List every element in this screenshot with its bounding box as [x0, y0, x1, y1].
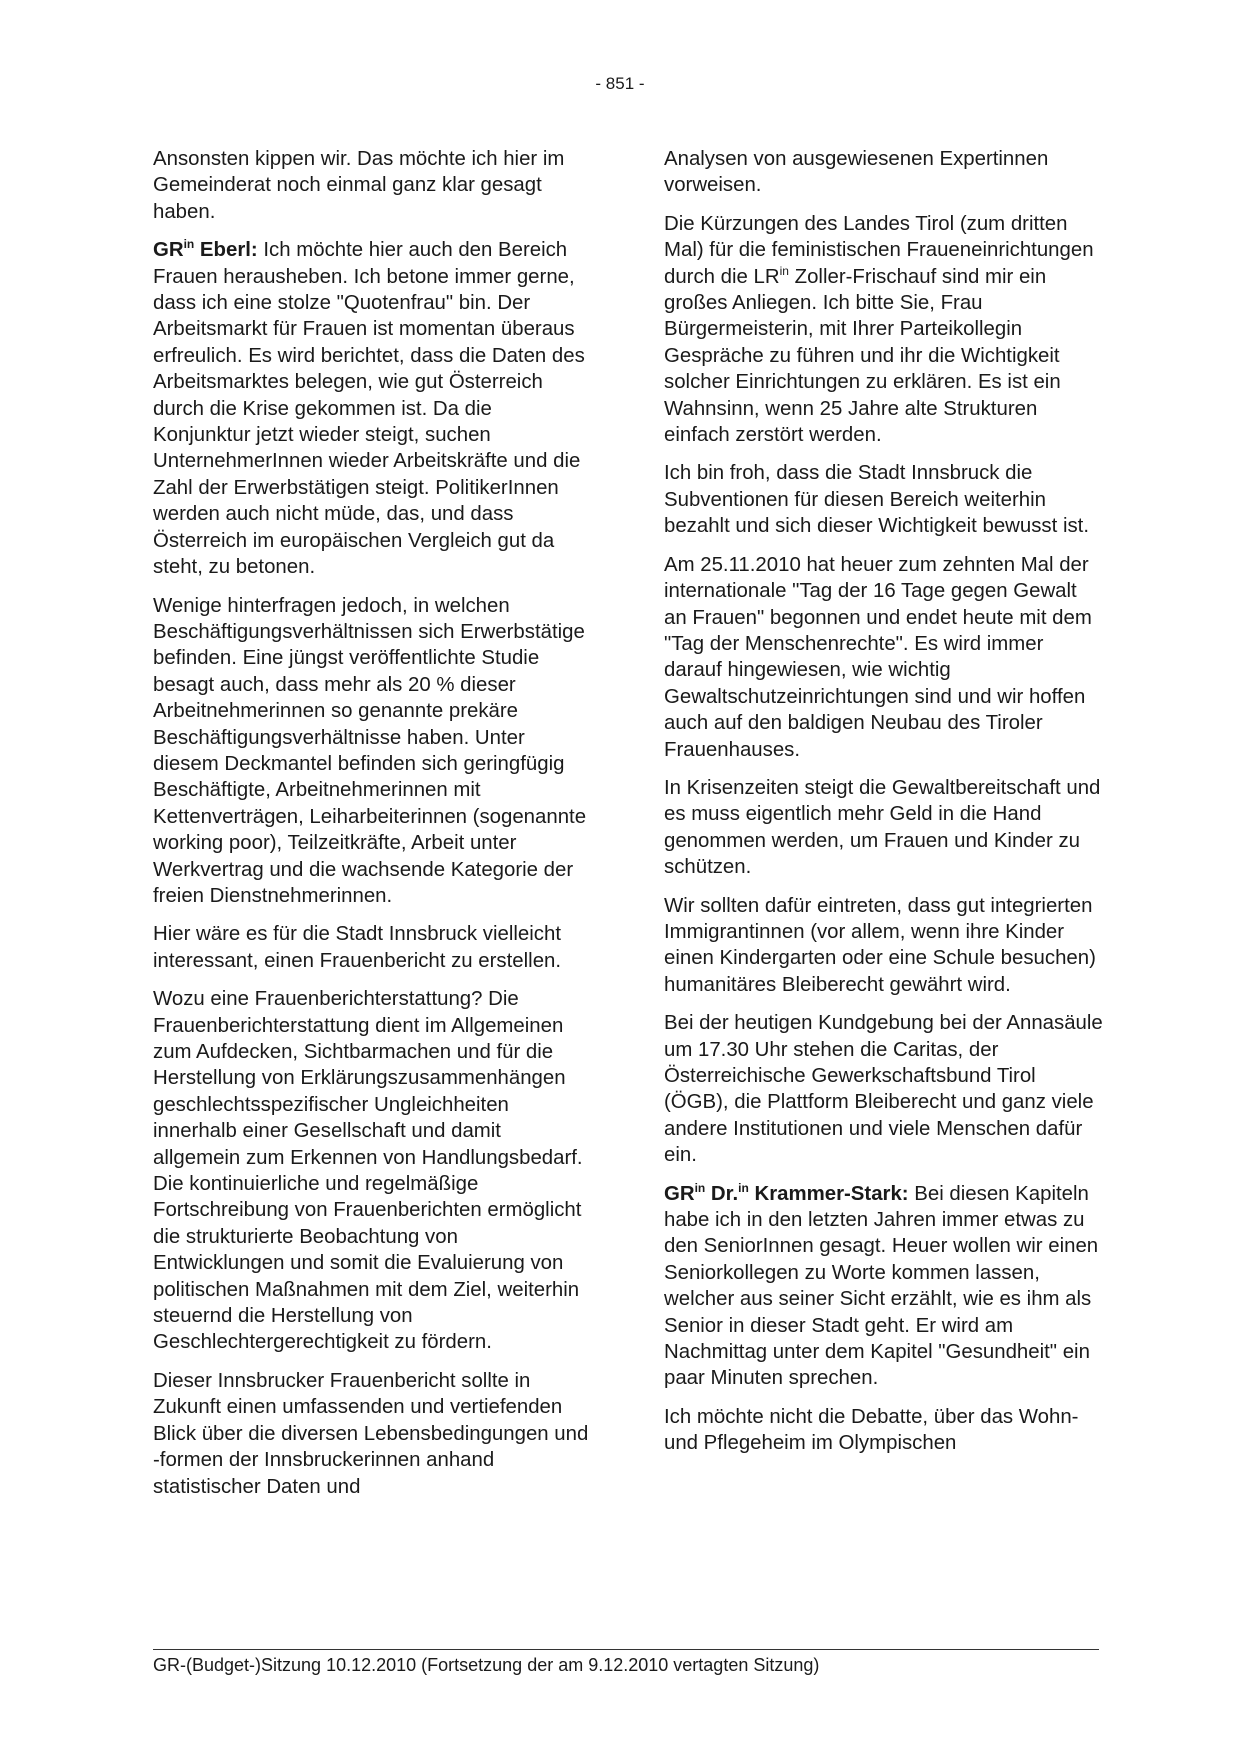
paragraph: Die Kürzungen des Landes Tirol (zum dritten Mal) für die feministischen Fraueneinrichtungen durch die $LR^{in}$ Zoller-Frischauf sind mir ein großes Anliegen. Ich bitte Sie, Frau Bürgermeisterin, mit Ihrer Parteikollegin Gespräche zu führen und ihr die Wichtigkeit solcher Einrichtungen zu erklären. Es ist ein Wahnsinn, wenn 25 Jahre alte Strukturen einfach zerstört werden. [664, 212, 1094, 447]
speech-text: Bei diesen Kapiteln habe ich in den letzten Jahren immer etwas zu den SeniorInnen gesagt. Heuer wollen wir einen Seniorkollegen zu Worte kommen lassen, welcher aus seiner Sicht erzählt, wie es ihm als Senior in dieser Stadt geht. Er wird am Nachmittag unter dem Kapitel "Gesundheit" ein paar Minuten sprechen. [664, 1182, 1099, 1390]
paragraph: Wir sollten dafür eintreten, dass gut integrierten Immigrantinnen (vor allem, wenn ihre Kinder einen Kindergarten oder eine Schule besuchen) humanitäres Bleiberecht gewährt wird. [664, 894, 1096, 996]
paragraph: Analysen von ausgewiesenen Expertinnen vorweisen. [664, 148, 1049, 197]
paragraph: Ansonsten kippen wir. Das möchte ich hier im Gemeinderat noch einmal ganz klar gesagt haben. [153, 148, 565, 223]
footer-text: GR-(Budget-)Sitzung 10.12.2010 (Fortsetzung der am 9.12.2010 vertagten Sitzung) [153, 1655, 820, 1675]
paragraph: Hier wäre es für die Stadt Innsbruck vielleicht interessant, einen Frauenbericht zu erstellen. [153, 923, 562, 972]
speech-krammer-stark [664, 1181, 1104, 1392]
paragraph: Wenige hinterfragen jedoch, in welchen Beschäftigungsverhältnissen sich Erwerbstätige befinden. Eine jüngst veröffentlichte Studie besagt auch, dass mehr als 20 % dieser Arbeitnehmerinnen so genannte prekäre Beschäftigungsverhältnisse haben. Unter diesem Deckmantel befinden sich geringfügig Beschäftigte, Arbeitnehmerinnen mit Kettenverträgen, Leiharbeiterinnen (sogenannte working poor), Teilzeitkräfte, Arbeit unter Werkvertrag und die wachsende Kategorie der freien Dienstnehmerinnen. [153, 594, 587, 907]
page-number: - 851 - [595, 74, 645, 93]
left-column [153, 146, 593, 1512]
speech-text: Ich möchte hier auch den Bereich Frauen herausheben. Ich betone immer gerne, dass ich eine stolze "Quotenfrau" bin. Der Arbeitsmarkt für Frauen ist momentan überaus erfreulich. Es wird berichtet, dass die Daten des Arbeitsmarktes belegen, wie gut Österreich durch die Krise gekommen ist. Da die Konjunktur jetzt wieder steigt, suchen UnternehmerInnen wieder Arbeitskräfte und die Zahl der Erwerbstätigen steigt. PolitikerInnen werden auch nicht müde, das, und dass Österreich im europäischen Vergleich gut da steht, zu betonen. [153, 239, 585, 579]
speech-eberl [153, 237, 593, 580]
paragraph: In Krisenzeiten steigt die Gewaltbereitschaft und es muss eigentlich mehr Geld in die Hand genommen werden, um Frauen und Kinder zu schützen. [664, 776, 1101, 879]
footer-divider [153, 1649, 1099, 1650]
paragraph: Am 25.11.2010 hat heuer zum zehnten Mal der internationale "Tag der 16 Tage gegen Gewalt an Frauen" begonnen und endet heute mit dem "Tag der Menschenrechte". Es wird immer darauf hingewiesen, wie wichtig Gewaltschutzeinrichtungen sind und wir hoffen auch auf den baldigen Neubau des Tiroler Frauenhauses. [664, 553, 1092, 761]
paragraph: Wozu eine Frauenberichterstattung? Die Frauenberichterstattung dient im Allgemeinen zum Aufdecken, Sichtbarmachen und für die Herstellung von Erklärungszusammenhängen geschlechtsspezifischer Ungleichheiten innerhalb einer Gesellschaft und damit allgemein zum Erkennen von Handlungsbedarf. Die kontinuierliche und regelmäßige Fortschreibung von Frauenberichten ermöglicht die strukturierte Beobachtung von Entwicklungen und somit die Evaluierung von politischen Maßnahmen mit dem Ziel, weiterhin steuernd die Herstellung von Geschlechtergerechtigkeit zu fördern. [153, 988, 583, 1354]
paragraph: Dieser Innsbrucker Frauenbericht sollte in Zukunft einen umfassenden und vertiefenden Blick über die diversen Lebensbedingungen und -formen der Innsbruckerinnen anhand statistischer Daten und [153, 1369, 589, 1498]
right-column [664, 146, 1104, 1469]
paragraph: Ich möchte nicht die Debatte, über das Wohn- und Pflegeheim im Olympischen [664, 1405, 1079, 1455]
speaker-name: $GR^{in}$ Dr.$^{in}$ Krammer-Stark: [664, 1180, 909, 1205]
paragraph: Bei der heutigen Kundgebung bei der Annasäule um 17.30 Uhr stehen die Caritas, der Österreichische Gewerkschaftsbund Tirol (ÖGB), die Plattform Bleiberecht und ganz viele andere Institutionen und viele Menschen dafür ein. [664, 1012, 1103, 1167]
paragraph: Ich bin froh, dass die Stadt Innsbruck die Subventionen für diesen Bereich weiterhin bezahlt und sich dieser Wichtigkeit bewusst ist. [664, 462, 1089, 538]
speaker-name: $GR^{in}$ Eberl: [153, 237, 258, 262]
